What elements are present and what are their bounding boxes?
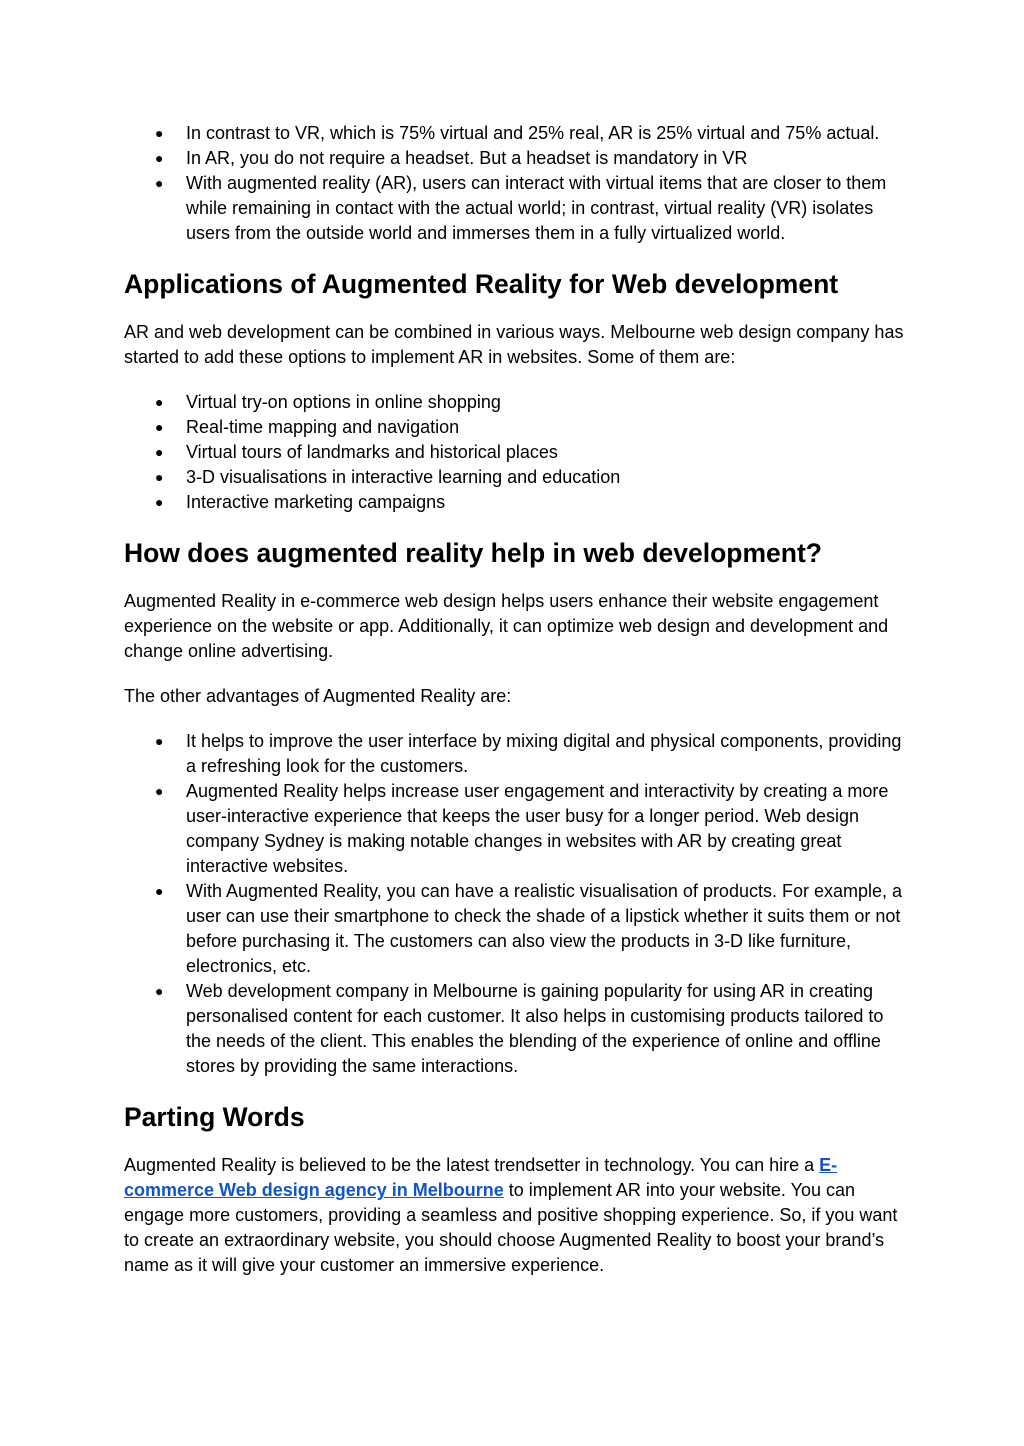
list-item-text: Interactive marketing campaigns — [186, 492, 446, 512]
advantages-intro: The other advantages of Augmented Reality are: — [124, 686, 512, 706]
list-item-text: With augmented reality (AR), users can interact with virtual items that are closer to them while remaining in contact with the actual world; in contrast, virtual reality (VR) isolates users from the outside world and immerses them in a fully virtualized world. — [186, 173, 887, 243]
parting-text-after: to implement AR into your website. You can engage more customers, providing a seamless and positive shopping experience. So, if you want to create an extraordinary website, you should choose Augmented Reality to boost your brand’s name as it will give your customer an immersive experience. — [124, 1180, 898, 1275]
intro-bullet-list — [124, 121, 904, 246]
list-item — [124, 440, 904, 465]
list-item — [124, 415, 904, 440]
list-item-text: It helps to improve the user interface by mixing digital and physical components, providing a refreshing look for the customers. — [186, 731, 902, 776]
list-item — [124, 490, 904, 515]
bullet-icon: ● — [155, 733, 164, 749]
list-item — [124, 121, 904, 146]
bullet-icon: ● — [155, 175, 164, 191]
bullet-icon: ● — [155, 494, 164, 510]
bullet-icon: ● — [155, 444, 164, 460]
ecommerce-agency-link[interactable]: E-commerce Web design agency in Melbourne — [124, 1155, 838, 1200]
applications-heading: Applications of Augmented Reality for Web development — [124, 269, 839, 299]
list-item-text: Virtual try-on options in online shopping — [186, 392, 501, 412]
list-item — [124, 171, 904, 246]
list-item — [124, 979, 904, 1079]
applications-bullet-list — [124, 390, 904, 515]
list-item-text: In AR, you do not require a headset. But a headset is mandatory in VR — [186, 148, 748, 168]
document-page — [124, 121, 904, 1278]
applications-paragraph: AR and web development can be combined in various ways. Melbourne web design company has started to add these options to implement AR in websites. Some of them are: — [124, 322, 904, 367]
bullet-icon: ● — [155, 394, 164, 410]
bullet-icon: ● — [155, 419, 164, 435]
list-item-text: 3-D visualisations in interactive learning and education — [186, 467, 621, 487]
list-item — [124, 146, 904, 171]
list-item-text: Real-time mapping and navigation — [186, 417, 460, 437]
list-item-text: Augmented Reality helps increase user engagement and interactivity by creating a more user-interactive experience that keeps the user busy for a longer period. Web design company Sydney is making notable changes in websites with AR by creating great interactive websites. — [186, 781, 889, 876]
bullet-icon: ● — [155, 983, 164, 999]
bullet-icon: ● — [155, 783, 164, 799]
bullet-icon: ● — [155, 469, 164, 485]
list-item-text: Virtual tours of landmarks and historical places — [186, 442, 558, 462]
bullet-icon: ● — [155, 150, 164, 166]
list-item — [124, 779, 904, 879]
list-item — [124, 729, 904, 779]
parting-text-before: Augmented Reality is believed to be the latest trendsetter in technology. You can hire a — [124, 1155, 820, 1175]
list-item-text: Web development company in Melbourne is gaining popularity for using AR in creating personalised content for each customer. It also helps in customising products tailored to the needs of the client. This enables the blending of the experience of online and offline stores by providing the same interactions. — [186, 981, 884, 1076]
how-paragraph: Augmented Reality in e-commerce web design helps users enhance their website engagement experience on the website or app. Additionally, it can optimize web design and development and change online advertising. — [124, 591, 889, 661]
parting-paragraph — [124, 1153, 904, 1278]
list-item — [124, 390, 904, 415]
list-item — [124, 879, 904, 979]
list-item — [124, 465, 904, 490]
bullet-icon: ● — [155, 125, 164, 141]
list-item-text: With Augmented Reality, you can have a realistic visualisation of products. For example, a user can use their smartphone to check the shade of a lipstick whether it suits them or not before purchasing it. The customers can also view the products in 3-D like furniture, electronics, etc. — [186, 881, 903, 976]
how-heading: How does augmented reality help in web development? — [124, 538, 822, 568]
list-item-text: In contrast to VR, which is 75% virtual and 25% real, AR is 25% virtual and 75% actual. — [186, 123, 880, 143]
bullet-icon: ● — [155, 883, 164, 899]
advantages-bullet-list — [124, 729, 904, 1079]
parting-heading: Parting Words — [124, 1102, 305, 1132]
